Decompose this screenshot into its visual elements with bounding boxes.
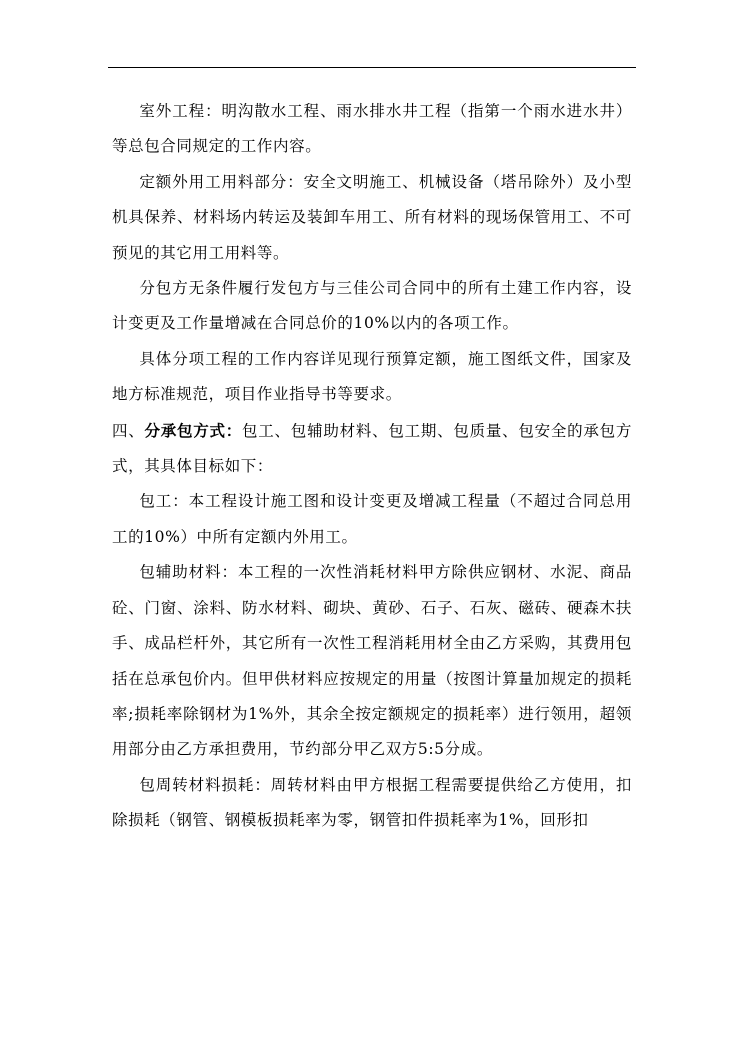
section-title: 分承包方式：: [144, 420, 243, 440]
paragraph-text: 定额外用工用料部分：安全文明施工、机械设备（塔吊除外）及小型机具保养、材料场内转运及装卸车用工、所有材料的现场保管用工、不可预见的其它用工用料等。: [112, 172, 632, 262]
paragraph-labor: [112, 484, 632, 555]
paragraph-work-details: [112, 342, 632, 413]
paragraph-text: 包工、包辅助材料、包工期、包质量、包安全的承包方式，其具体目标如下：: [112, 421, 632, 476]
paragraph-turnover-materials: [112, 768, 632, 839]
header-rule: [108, 67, 636, 68]
paragraph-text: 室外工程：明沟散水工程、雨水排水井工程（指第一个雨水进水井）等总包合同规定的工作内容。: [112, 102, 632, 156]
paragraph-text: 分包方无条件履行发包方与三佳公司合同中的所有土建工作内容，设计变更及工作量增减在合同总价的10%以内的各项工作。: [112, 279, 632, 333]
section-number: 四、: [112, 421, 145, 440]
paragraph-text: 包工：本工程设计施工图和设计变更及增减工程量（不超过合同总用工的10%）中所有定额内外用工。: [112, 492, 632, 546]
paragraph-subcontractor-obligation: [112, 271, 632, 342]
paragraph-extra-quota: [112, 165, 632, 271]
paragraph-text: 具体分项工程的工作内容详见现行预算定额，施工图纸文件，国家及地方标准规范，项目作业指导书等要求。: [112, 349, 632, 404]
document-body: [112, 94, 632, 839]
section-heading-contract-mode: [112, 413, 632, 485]
paragraph-outdoor-works: [112, 94, 632, 165]
paragraph-text: 包辅助材料：本工程的一次性消耗材料甲方除供应钢材、水泥、商品砼、门窗、涂料、防水材料、砌块、黄砂、石子、石灰、磁砖、硬森木扶手、成品栏杆外，其它所有一次性工程消耗用材全由乙方采购，其费用包括在总承包价内。但甲供材料应按规定的用量（按图计算量加规定的损耗率;损耗率除钢材为1%外，其余全按定额规定的损耗率）进行领用，超领用部分由乙方承担费用，节约部分甲乙双方5:5分成。: [112, 563, 632, 759]
paragraph-auxiliary-materials: [112, 555, 632, 767]
paragraph-text: 包周转材料损耗：周转材料由甲方根据工程需要提供给乙方使用，扣除损耗（钢管、钢模板损耗率为零，钢管扣件损耗率为1%，回形扣: [112, 775, 632, 830]
